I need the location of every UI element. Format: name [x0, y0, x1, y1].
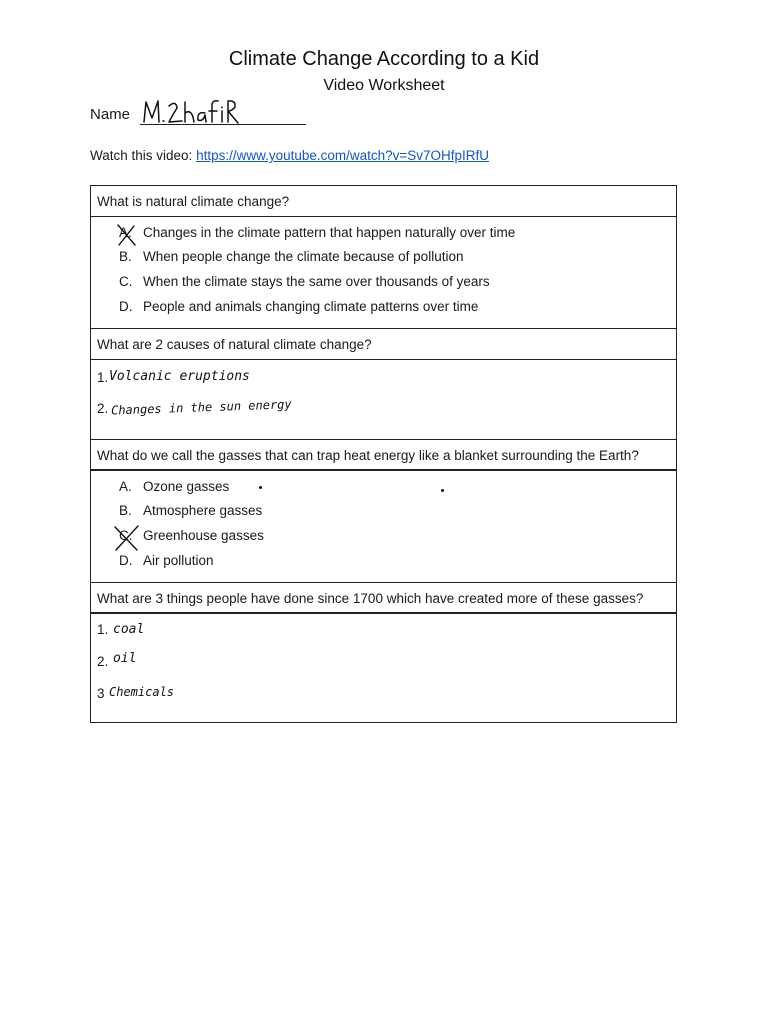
option-d[interactable] — [119, 553, 214, 568]
options-block-1 — [91, 217, 676, 329]
answer-text: oil — [113, 651, 137, 666]
option-letter: C. — [119, 274, 133, 289]
option-a[interactable] — [119, 479, 229, 494]
question-row-2 — [91, 329, 676, 360]
option-letter: A. — [119, 225, 132, 240]
answer-text: Changes in the sun energy — [110, 397, 292, 418]
option-text: When people change the climate because of pollution — [143, 249, 464, 264]
option-text: People and animals changing climate patterns over time — [143, 299, 479, 314]
worksheet-subtitle: Video Worksheet — [323, 77, 445, 94]
watch-video-row — [90, 148, 489, 163]
name-handwriting — [142, 96, 292, 126]
stray-dot — [259, 486, 262, 489]
x-mark-icon — [115, 223, 139, 247]
option-letter: B. — [119, 503, 132, 518]
name-row — [90, 96, 320, 126]
answer-handwriting-2 — [111, 394, 341, 418]
option-d[interactable] — [119, 299, 478, 314]
answer-number: 2. — [97, 401, 109, 416]
worksheet-table — [90, 185, 677, 723]
x-mark-icon — [113, 524, 141, 552]
answer-text: Volcanic eruptions — [109, 369, 250, 384]
option-c[interactable] — [119, 274, 490, 289]
answer-number: 1. — [97, 370, 109, 385]
answer-handwriting-oil — [113, 646, 173, 668]
option-letter: A. — [119, 479, 132, 494]
answer-number: 3 — [97, 686, 105, 701]
answer-number: 1. — [97, 622, 109, 637]
option-text: Changes in the climate pattern that happen naturally over time — [143, 225, 516, 240]
option-letter: D. — [119, 553, 133, 568]
option-letter: C. — [119, 528, 133, 543]
answer-handwriting-1 — [109, 364, 269, 386]
option-text: Greenhouse gasses — [143, 528, 264, 543]
option-text: Ozone gasses — [143, 479, 230, 494]
option-letter: B. — [119, 249, 132, 264]
answer-handwriting-coal — [113, 617, 193, 639]
option-text: Air pollution — [143, 553, 214, 568]
answers-block-4 — [91, 614, 676, 722]
question-row-3 — [91, 440, 676, 471]
answer-text: coal — [113, 622, 145, 637]
question-row-4 — [91, 583, 676, 614]
question-4-text: What are 3 things people have done since 1700 which have created more of these gasses? — [97, 591, 644, 606]
option-text: Atmosphere gasses — [143, 503, 263, 518]
option-a[interactable] — [119, 225, 515, 240]
video-link[interactable]: https://www.youtube.com/watch?v=Sv7OHfpIRfU — [196, 148, 490, 163]
question-1-text: What is natural climate change? — [97, 194, 290, 209]
options-block-3 — [91, 471, 676, 583]
watch-label: Watch this video: — [90, 148, 193, 163]
question-2-text: What are 2 causes of natural climate change? — [97, 337, 372, 352]
stray-dot — [441, 489, 444, 492]
answer-handwriting-chemicals — [109, 680, 209, 702]
question-row-1 — [91, 186, 676, 217]
question-3-text: What do we call the gasses that can trap heat energy like a blanket surrounding the Earth? — [97, 448, 639, 463]
option-text: When the climate stays the same over thousands of years — [143, 274, 490, 289]
answer-number: 2. — [97, 654, 109, 669]
answers-block-2 — [91, 360, 676, 440]
name-label: Name — [90, 106, 131, 123]
option-letter: D. — [119, 299, 133, 314]
option-b[interactable] — [119, 503, 262, 518]
worksheet-title: Climate Change According to a Kid — [228, 48, 540, 70]
option-b[interactable] — [119, 249, 463, 264]
answer-text: Chemicals — [109, 685, 175, 699]
